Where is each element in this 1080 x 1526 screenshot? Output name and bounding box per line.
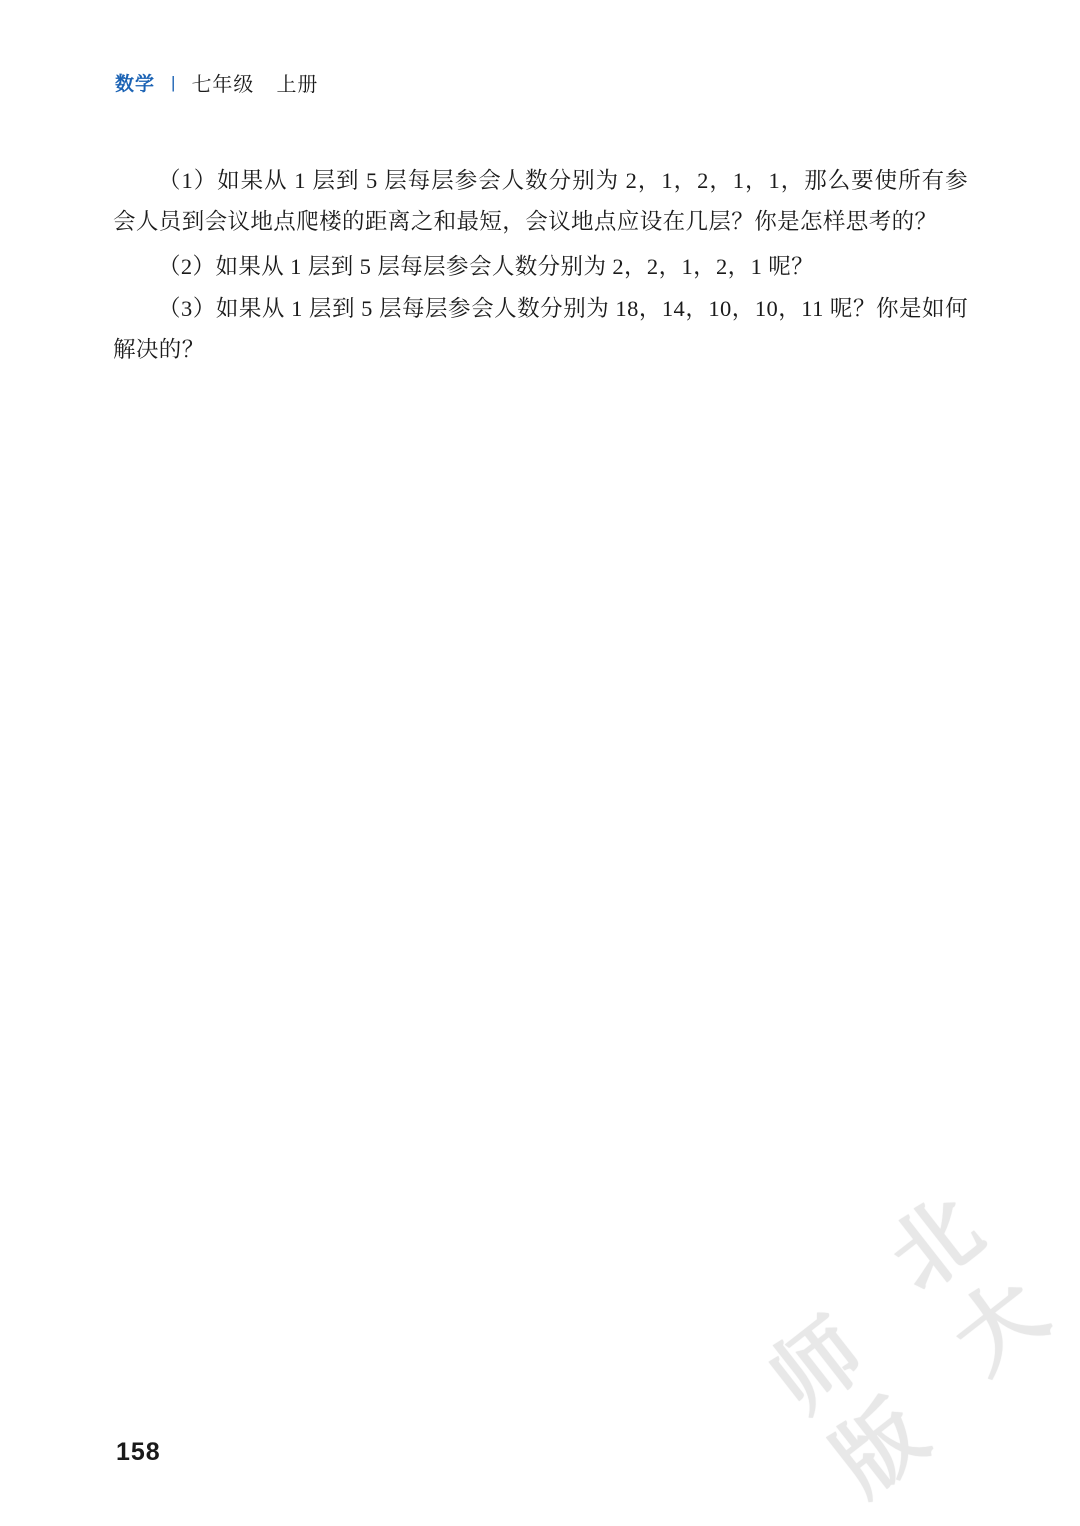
page-number: 158 xyxy=(116,1438,161,1466)
running-head xyxy=(115,68,318,97)
running-head-grade: 七年级 xyxy=(191,74,255,96)
running-head-subject: 数学 xyxy=(115,74,156,95)
question-paragraph-3: （3）如果从 1 层到 5 层每层参会人数分别为 18，14，10，10，11 呢？你是如何解决的？ xyxy=(113,296,968,362)
publisher-watermark xyxy=(700,1166,1064,1513)
running-head-separator: | xyxy=(171,72,176,92)
question-paragraph-2: （2）如果从 1 层到 5 层每层参会人数分别为 2，2，1，2，1 呢？ xyxy=(158,254,815,279)
watermark-char-1: 北 xyxy=(872,1180,1000,1309)
watermark-char-2: 大 xyxy=(936,1262,1064,1391)
question-paragraph-1: （1）如果从 1 层到 5 层每层参会人数分别为 2，1，2，1，1，那么要使所有参会人员到会议地点爬楼的距离之和最短，会议地点应设在几层？你是怎样思考的？ xyxy=(113,168,968,234)
running-head-volume: 上册 xyxy=(276,74,319,96)
watermark-char-3: 师 xyxy=(754,1302,882,1431)
body-content xyxy=(113,160,968,371)
watermark-char-4: 版 xyxy=(816,1384,944,1513)
